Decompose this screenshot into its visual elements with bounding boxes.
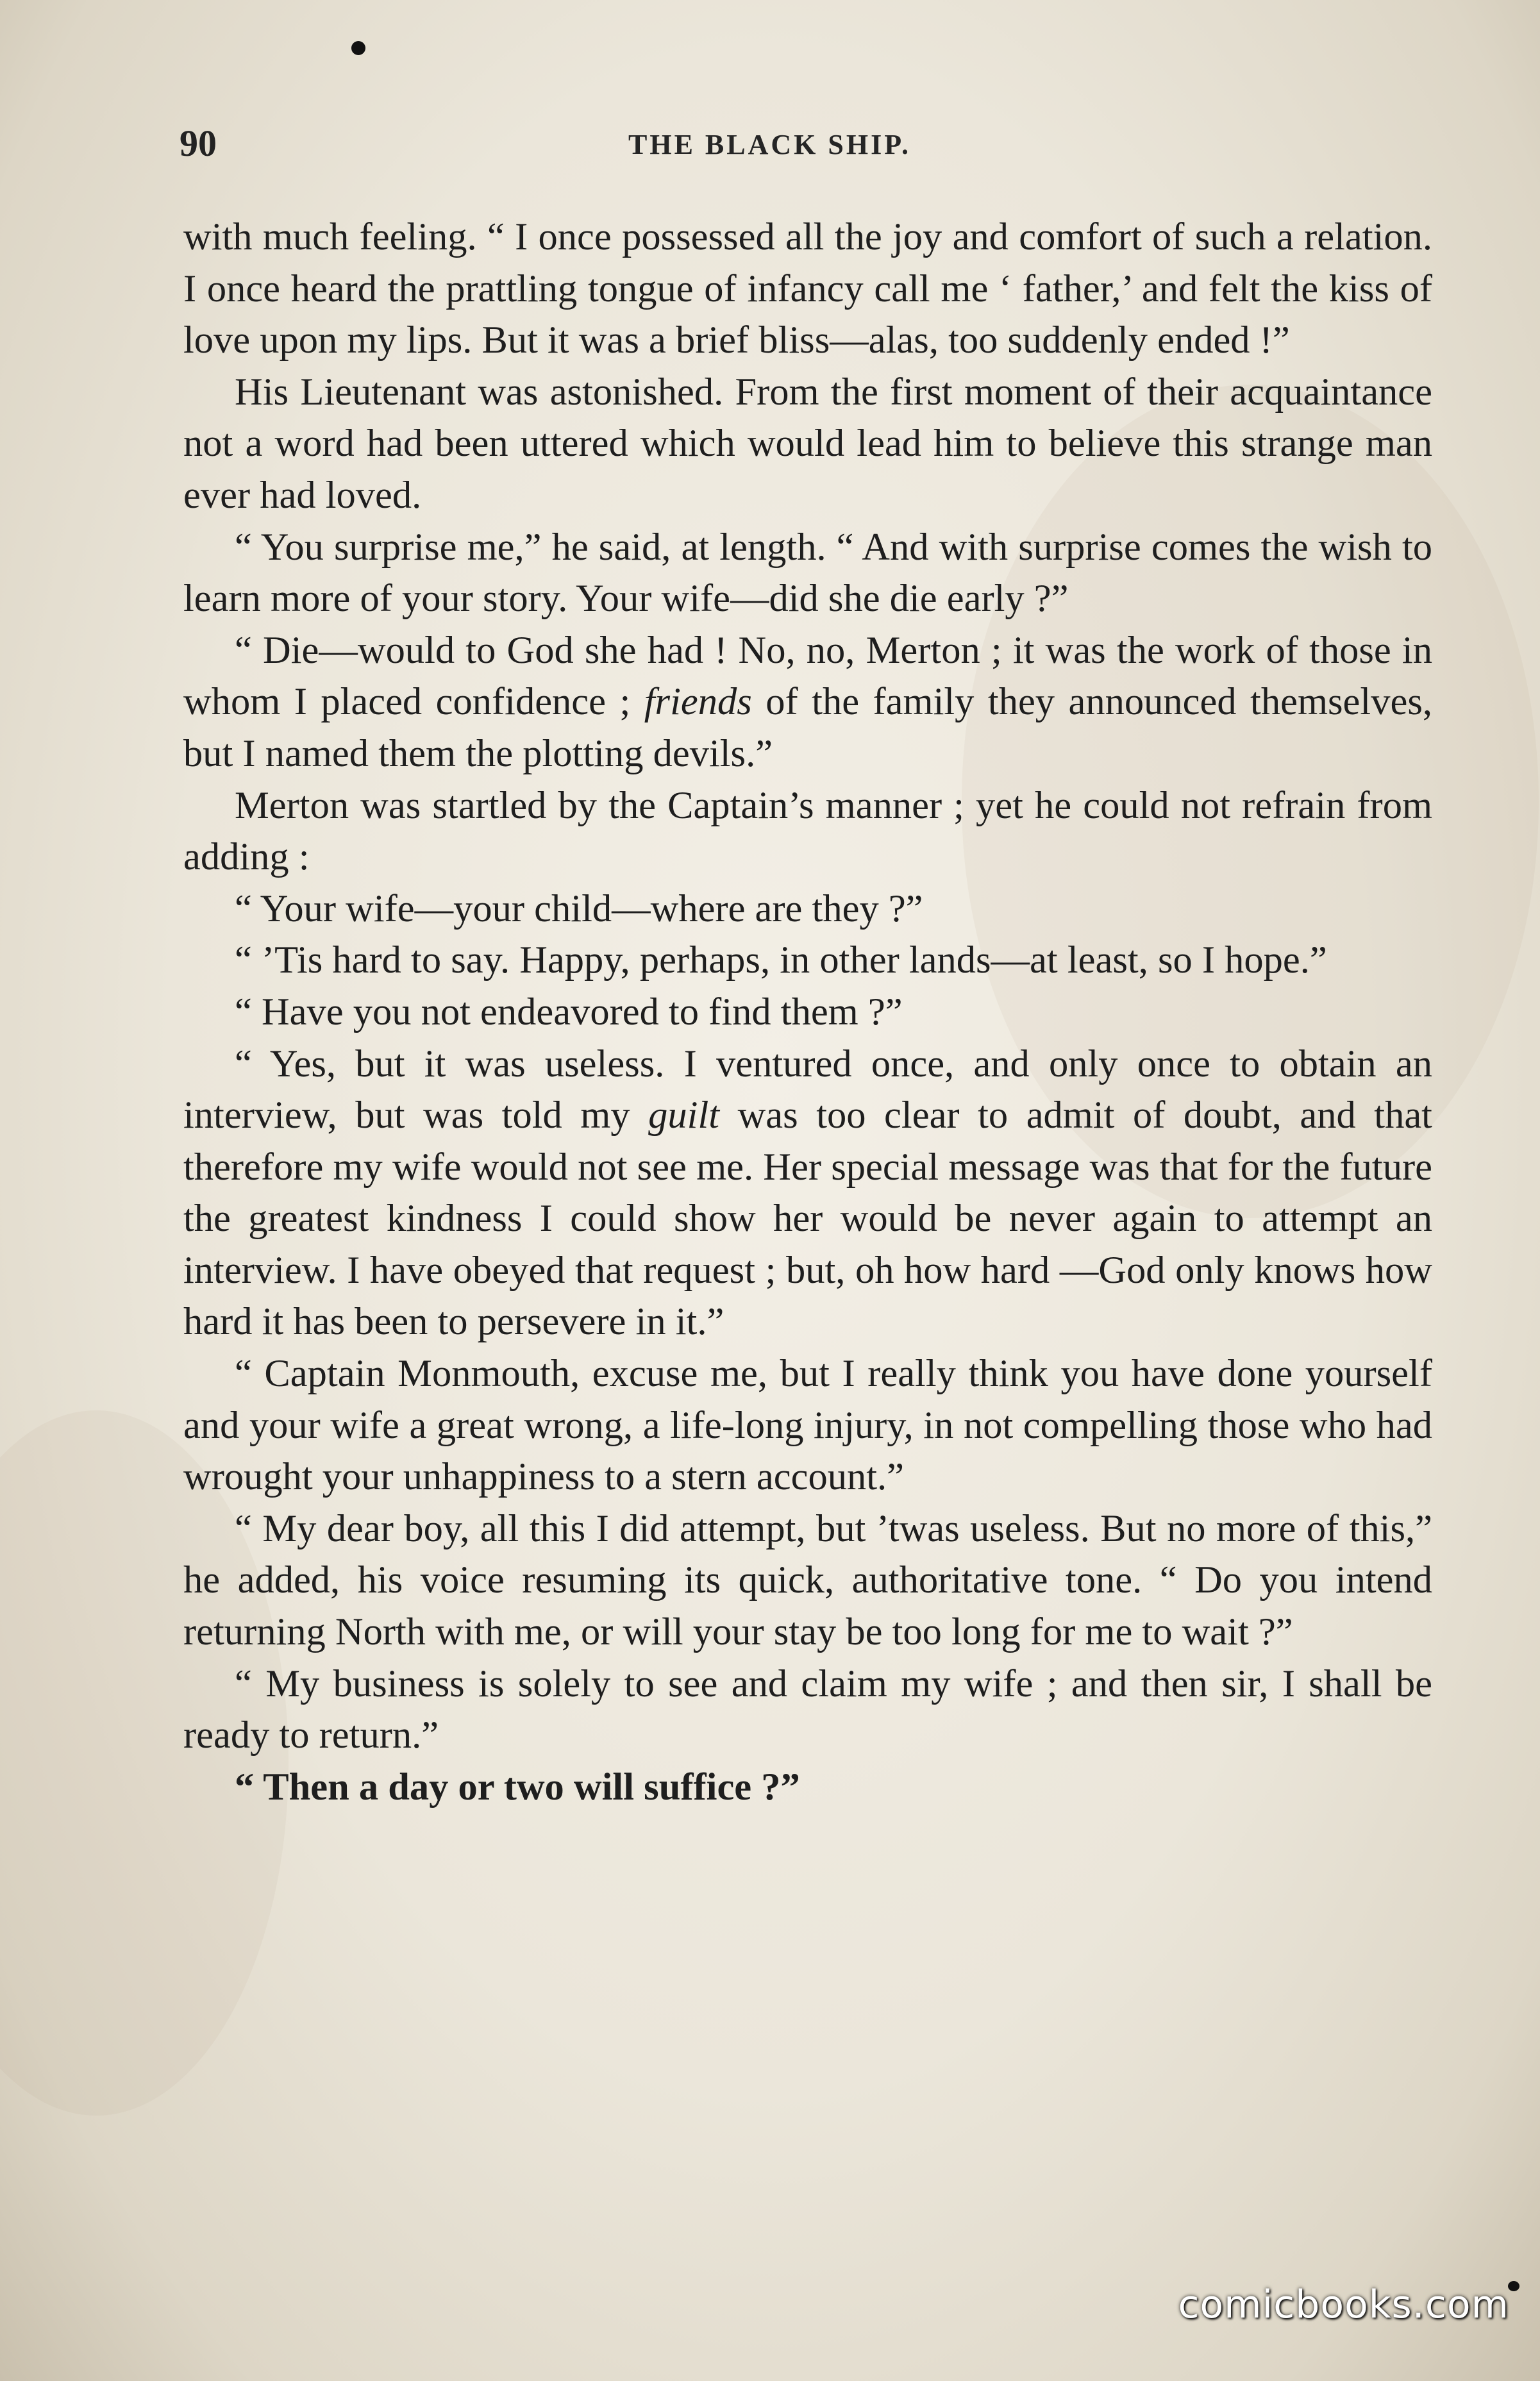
paragraph-text: “ Then a day or two will suffice ?” [235,1765,800,1809]
paragraph-text: “ You surprise me,” he said, at length. “ And with surprise comes the wish to learn more of your story. Your wife—did she die early ?” [183,525,1432,621]
ink-speck [351,41,365,55]
paragraph-text: “ Captain Monmouth, excuse me, but I really think you have done yourself and your wife a great wrong, a life-long injury, in not compelling those who had wrought your unhappiness to a stern account.” [183,1352,1432,1499]
page-header [180,122,1436,180]
watermark: comicbooks.com [1178,2282,1509,2327]
paragraph [183,935,1432,987]
paragraph [183,987,1432,1039]
italic-text: friends [644,680,752,724]
paragraph-text: “ Your wife—your child—where are they ?” [235,887,923,930]
body-text [183,212,1432,1813]
paragraph [183,625,1432,780]
paragraph-text: with much feeling. “ I once possessed all the joy and comfort of such a relation. I once heard the prattling tongue of infancy call me ‘ father,’ and felt the kiss of love upon my lips. But it was a brief bliss—alas, too suddenly ended !” [183,215,1432,362]
paragraph-text: “ Die—would to God she had ! No, no, Merton ; it was the work of those in whom I placed confidence ; [183,628,1432,724]
paragraph [183,1039,1432,1349]
paragraph [183,212,1432,367]
running-head: THE BLACK SHIP. [628,129,912,160]
paragraph [183,1503,1432,1658]
paragraph-text: “ My dear boy, all this I did attempt, but ’twas useless. But no more of this,” he added, his voice resuming its quick, authoritative tone. “ Do you intend returning North with me, or will your stay be too long for me to wait ?” [183,1507,1432,1654]
paragraph-text: His Lieutenant was astonished. From the first moment of their acquaintance not a word had been uttered which would lead him to believe this strange man ever had loved. [183,370,1432,517]
paragraph-text: Merton was startled by the Captain’s manner ; yet he could not refrain from adding : [183,783,1432,879]
paragraph [183,1348,1432,1503]
paragraph [183,1658,1432,1762]
page-number: 90 [180,122,217,164]
paragraph [183,1762,1432,1814]
paragraph [183,522,1432,625]
paragraph [183,780,1432,883]
paragraph-text: “ ’Tis hard to say. Happy, perhaps, in other lands—at least, so I hope.” [235,939,1327,982]
paragraph [183,883,1432,935]
paragraph-text: of the family they announced themselves, but I named them the plotting devils.” [183,680,1432,775]
paragraph-text: “ Have you not endeavored to find them ?” [235,990,903,1033]
paragraph-text: “ Yes, but it was useless. I ventured once, and only once to obtain an interview, but was told my [183,1042,1432,1137]
paragraph-text: “ My business is solely to see and claim my wife ; and then sir, I shall be ready to return.” [183,1662,1432,1757]
paragraph-text: was too clear to admit of doubt, and that therefore my wife would not see me. Her special message was that for the future the greatest kindness I could show her would be never again to attempt an interview. I have obeyed that request ; but, oh how hard —God only knows how hard it has been to persevere in it.” [183,1094,1432,1344]
italic-text: guilt [648,1094,720,1137]
ink-speck [1508,2281,1519,2291]
paragraph [183,367,1432,522]
